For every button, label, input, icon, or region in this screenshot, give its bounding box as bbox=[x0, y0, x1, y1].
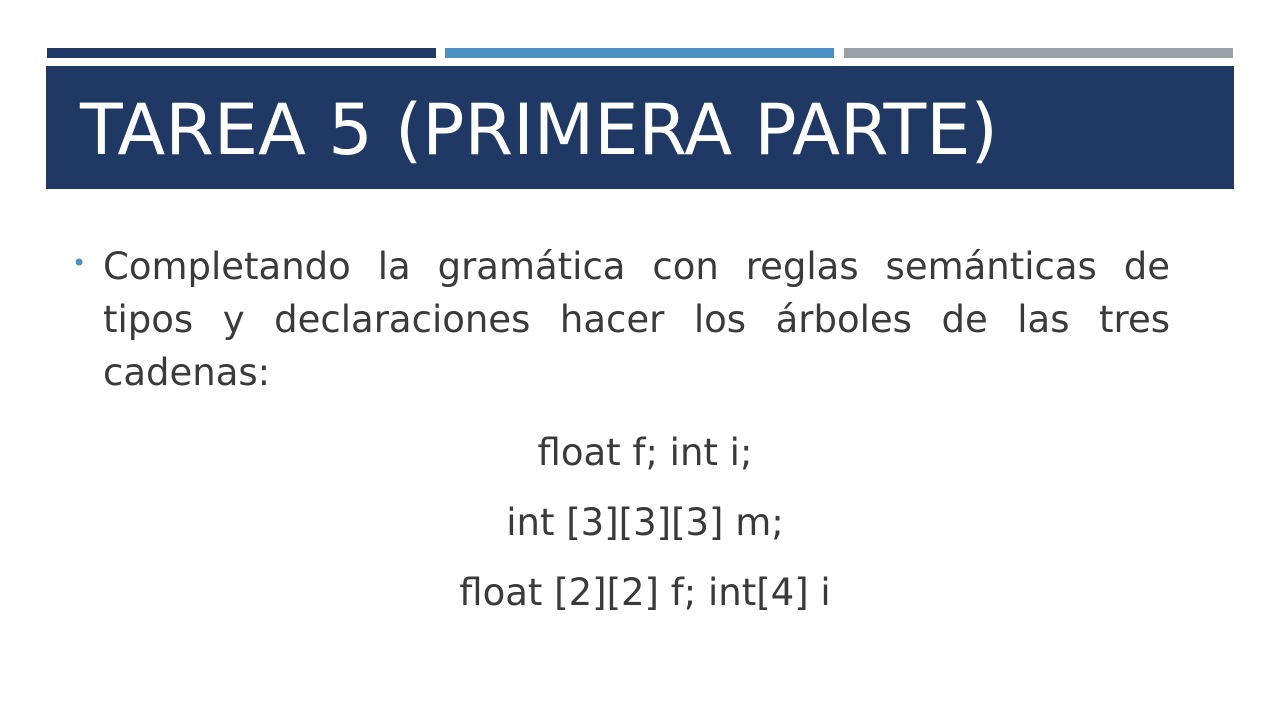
code-line-2: int [3][3][3] m; bbox=[506, 501, 784, 544]
bullet-text: Completando la gramática con reglas semánticas de tipos y declaraciones hacer los árboles de las tres cadenas: bbox=[103, 245, 1170, 394]
code-lines bbox=[0, 418, 1280, 628]
code-line-1: float f; int i; bbox=[537, 431, 753, 474]
accent-bar-gray bbox=[844, 48, 1233, 58]
code-line-3: float [2][2] f; int[4] i bbox=[459, 571, 831, 614]
slide-body bbox=[70, 240, 1170, 399]
bullet-item bbox=[70, 240, 1170, 399]
title-band bbox=[46, 66, 1234, 189]
accent-bar-blue bbox=[445, 48, 834, 58]
bullet-icon: • bbox=[72, 249, 87, 277]
accent-bar-dark bbox=[47, 48, 436, 58]
slide-title: TAREA 5 (PRIMERA PARTE) bbox=[80, 88, 998, 171]
